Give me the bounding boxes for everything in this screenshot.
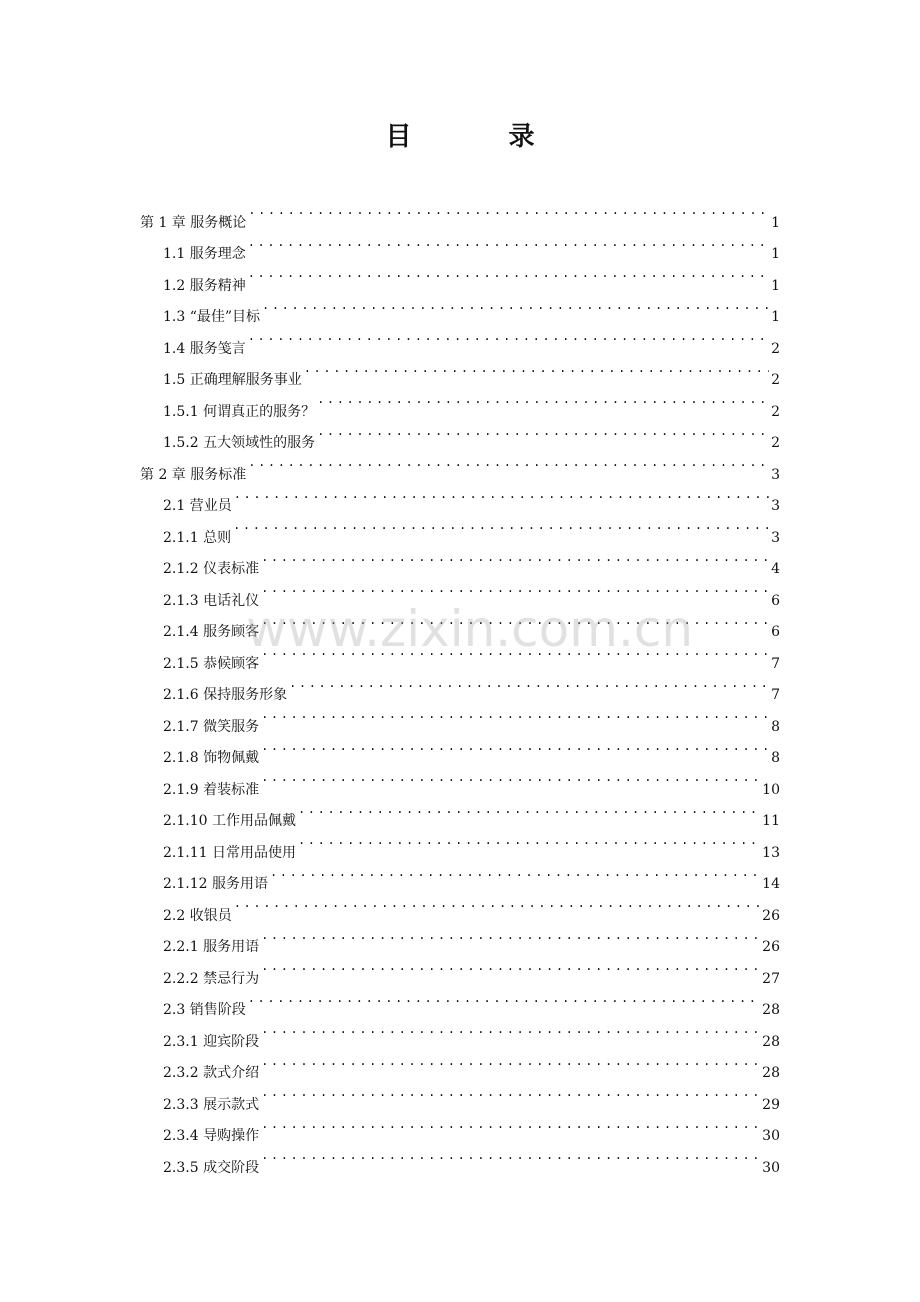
toc-entry-label: 2.1.2 仪表标准: [163, 561, 260, 577]
toc-dot-leader: [261, 636, 769, 668]
toc-entry[interactable]: [140, 920, 780, 955]
toc-dot-leader: [261, 1046, 760, 1078]
toc-entry-label: 2.1.9 着装标准: [163, 781, 260, 798]
toc-dot-leader: [233, 510, 769, 542]
toc-entry-page-number: 3: [771, 466, 780, 483]
toc-entry-label: 2.3.5 成交阶段: [163, 1159, 260, 1176]
toc-dot-leader: [317, 416, 769, 448]
toc-dot-leader: [248, 321, 769, 353]
toc-dot-leader: [261, 920, 760, 952]
toc-entry-label: 2.1.3 电话礼仪: [163, 592, 260, 609]
toc-entry-label: 2.1.8 饰物佩戴: [163, 750, 260, 766]
toc-entry-label: 1.5.2 五大领域性的服务: [163, 435, 316, 451]
toc-dot-leader: [261, 605, 769, 637]
toc-entry-page-number: 3: [771, 498, 780, 514]
toc-dot-leader: [298, 794, 760, 826]
toc-entry-page-number: 3: [771, 529, 780, 546]
toc-entry-label: 1.5 正确理解服务事业: [163, 372, 302, 388]
toc-dot-leader: [261, 762, 760, 794]
toc-dot-leader: [248, 447, 769, 479]
table-of-contents: [140, 195, 780, 1176]
toc-entry-label: 1.3 “最佳”目标: [163, 309, 261, 325]
toc-entry-page-number: 28: [762, 1002, 780, 1018]
toc-entry-label: 第 2 章 服务标准: [140, 466, 247, 483]
toc-dot-leader: [261, 951, 760, 983]
toc-entry-label: 2.1.4 服务顾客: [163, 624, 260, 640]
toc-entry-label: 2.1.12 服务用语: [163, 876, 268, 892]
toc-entry-label: 2.2.1 服务用语: [163, 939, 260, 955]
toc-entry-page-number: 28: [762, 1065, 780, 1081]
toc-entry[interactable]: [140, 542, 780, 577]
toc-entry-page-number: 6: [771, 624, 780, 640]
toc-entry-label: 2.3.1 迎宾阶段: [163, 1033, 260, 1050]
toc-entry-label: 2.1.6 保持服务形象: [163, 687, 288, 703]
toc-entry-page-number: 26: [762, 907, 780, 924]
toc-entry-page-number: 7: [771, 687, 780, 703]
toc-entry-page-number: 11: [762, 813, 780, 829]
toc-entry-page-number: 28: [762, 1033, 780, 1050]
toc-entry[interactable]: [140, 479, 780, 514]
toc-dot-leader: [298, 825, 760, 857]
toc-entry-page-number: 1: [771, 277, 780, 294]
toc-title: 目 录: [385, 122, 579, 152]
toc-entry-label: 2.1.5 恭候顾客: [163, 655, 260, 672]
toc-entry-label: 2.1 营业员: [163, 498, 232, 514]
toc-entry-page-number: 4: [771, 561, 780, 577]
toc-dot-leader: [248, 227, 769, 259]
toc-dot-leader: [261, 1077, 760, 1109]
toc-entry-page-number: 26: [762, 939, 780, 955]
toc-entry[interactable]: [140, 888, 780, 924]
toc-entry-page-number: 7: [771, 655, 780, 672]
toc-entry-page-number: 13: [762, 844, 780, 861]
toc-dot-leader: [248, 983, 760, 1015]
toc-entry-label: 1.5.1 何谓真正的服务？: [163, 403, 316, 420]
toc-dot-leader: [248, 195, 769, 227]
toc-entry-page-number: 30: [762, 1128, 780, 1144]
toc-entry-label: 2.1.11 日常用品使用: [163, 844, 296, 861]
toc-entry-page-number: 1: [771, 309, 780, 325]
toc-entry-page-number: 8: [771, 718, 780, 735]
toc-entry-label: 1.1 服务理念: [163, 246, 246, 262]
toc-entry[interactable]: [140, 510, 780, 546]
toc-entry[interactable]: [140, 195, 780, 231]
toc-dot-leader: [317, 384, 769, 416]
toc-entry-page-number: 1: [771, 246, 780, 262]
toc-dot-leader: [234, 888, 760, 920]
toc-entry-label: 2.1.10 工作用品佩戴: [163, 813, 296, 829]
toc-dot-leader: [289, 668, 769, 700]
toc-dot-leader: [261, 699, 769, 731]
toc-entry-page-number: 2: [771, 403, 780, 420]
toc-entry-page-number: 29: [762, 1096, 780, 1113]
toc-dot-leader: [234, 479, 769, 511]
toc-dot-leader: [261, 1014, 760, 1046]
toc-entry-label: 1.2 服务精神: [163, 277, 246, 294]
toc-entry-page-number: 27: [762, 970, 780, 987]
toc-entry-label: 2.1.7 微笑服务: [163, 718, 260, 735]
toc-entry-page-number: 10: [762, 781, 780, 798]
toc-entry-label: 2.2 收银员: [163, 907, 232, 924]
toc-entry-label: 2.1.1 总则: [163, 529, 232, 546]
toc-entry-label: 2.3.2 款式介绍: [163, 1065, 260, 1081]
toc-entry-label: 2.3.4 导购操作: [163, 1128, 260, 1144]
toc-dot-leader: [262, 290, 769, 322]
toc-entry-page-number: 8: [771, 750, 780, 766]
toc-entry-page-number: 1: [771, 214, 780, 231]
toc-entry-label: 第 1 章 服务概论: [140, 214, 247, 231]
toc-entry-label: 1.4 服务笺言: [163, 340, 246, 357]
watermark: www.zixin.com.cn: [246, 600, 694, 658]
toc-dot-leader: [261, 573, 769, 605]
toc-dot-leader: [248, 258, 769, 290]
toc-dot-leader: [261, 1109, 760, 1141]
toc-entry-page-number: 2: [771, 372, 780, 388]
toc-dot-leader: [304, 353, 769, 385]
toc-dot-leader: [261, 731, 769, 763]
toc-entry-page-number: 14: [762, 876, 780, 892]
toc-entry-page-number: 30: [762, 1159, 780, 1176]
toc-entry-page-number: 2: [771, 340, 780, 357]
toc-entry-page-number: 6: [771, 592, 780, 609]
toc-entry-page-number: 2: [771, 435, 780, 451]
toc-dot-leader: [270, 857, 760, 889]
toc-entry-label: 2.3.3 展示款式: [163, 1096, 260, 1113]
toc-entry-label: 2.3 销售阶段: [163, 1002, 246, 1018]
toc-dot-leader: [261, 1140, 760, 1172]
toc-entry-label: 2.2.2 禁忌行为: [163, 970, 260, 987]
toc-dot-leader: [261, 542, 769, 574]
